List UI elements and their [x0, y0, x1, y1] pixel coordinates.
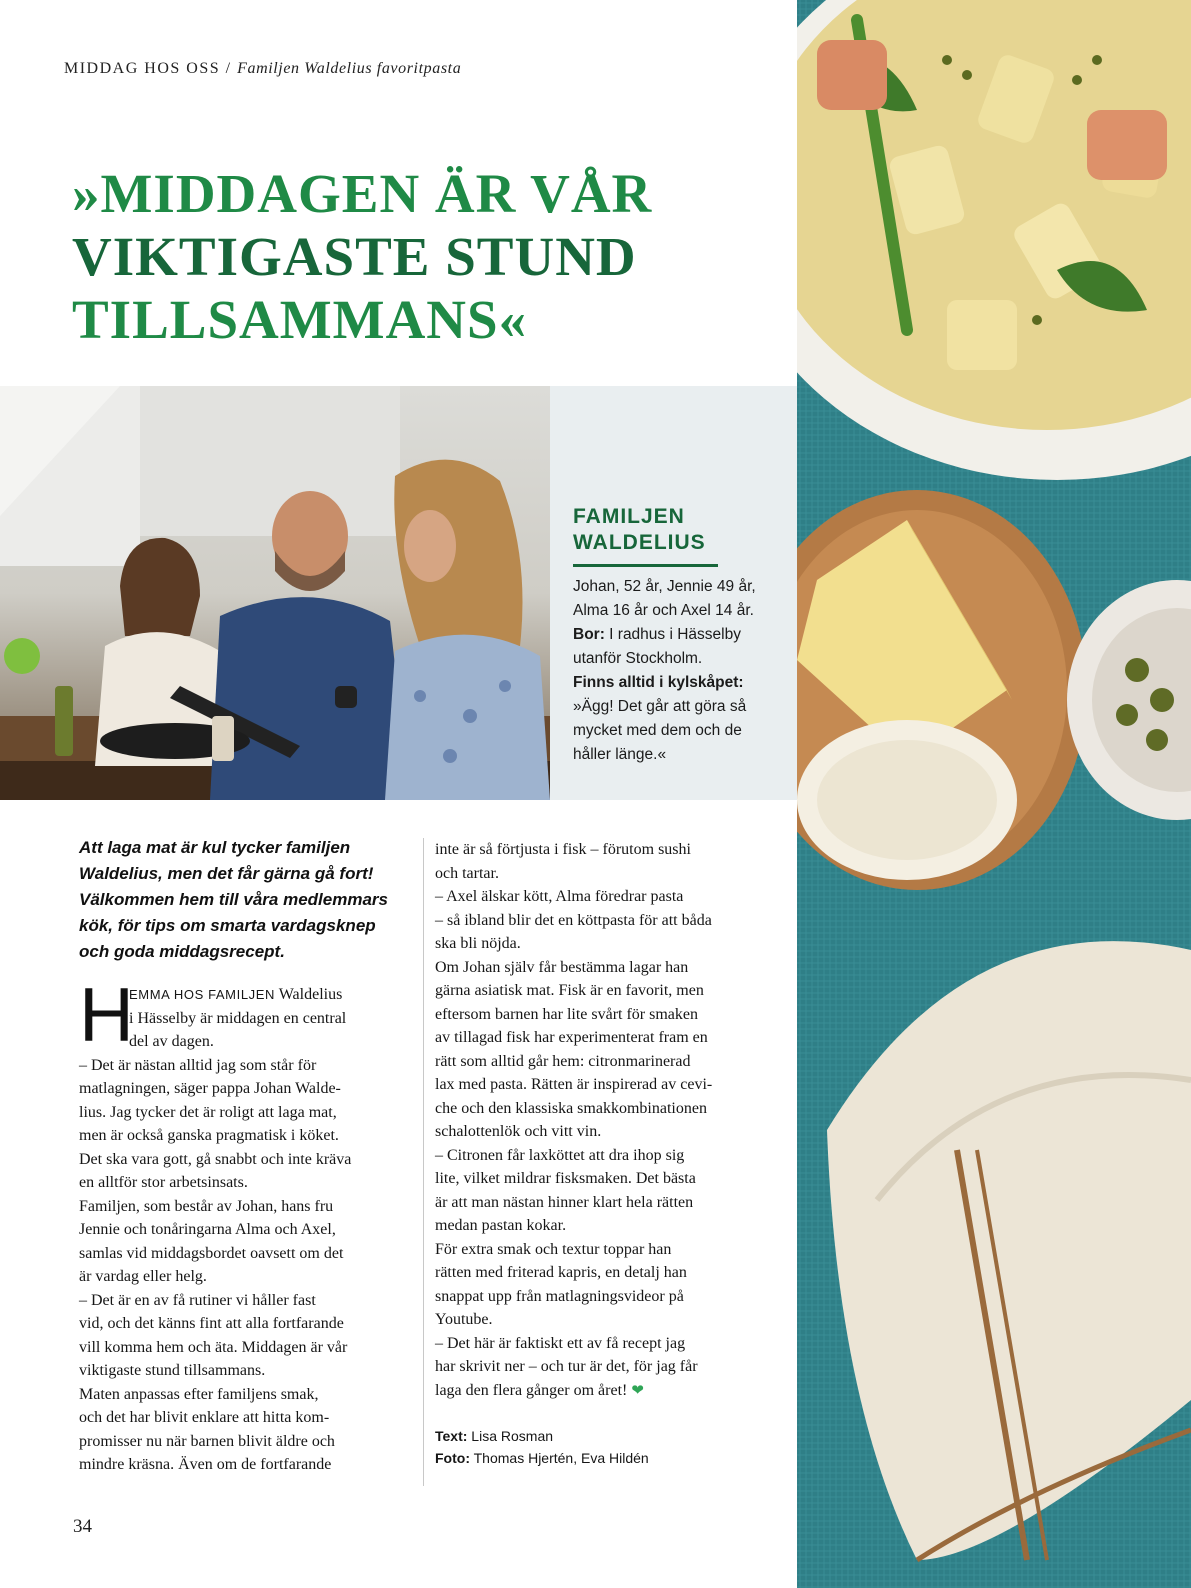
last-line-text: laga den flera gånger om året! — [435, 1381, 632, 1399]
headline-line-3: TILLSAMMANS« — [72, 289, 528, 350]
body-line: Jennie och tonåringarna Alma och Axel, — [79, 1221, 336, 1238]
headline-line-2: VIKTIGASTE STUND — [72, 226, 637, 287]
section-name: MIDDAG HOS OSS — [64, 60, 221, 77]
intro-line: Waldelius, men det får gärna gå fort! — [79, 864, 374, 883]
body-line: mindre kräsna. Även om de fortfarande — [79, 1456, 332, 1473]
drop-cap: H — [79, 973, 134, 1058]
body-line: i Hässelby är middagen en central — [129, 1009, 347, 1027]
body-line-last — [435, 1379, 770, 1404]
header-separator: / — [220, 60, 238, 77]
fact-fridge-label-line — [573, 671, 788, 695]
lead-small-caps: EMMA HOS FAMILJEN — [129, 987, 276, 1002]
body-line: Maten anpassas efter familjens smak, — [79, 1385, 319, 1403]
fact-box-title — [573, 504, 706, 556]
body-line: ska bli nöjda. — [435, 935, 521, 952]
family-fact-box — [550, 386, 797, 800]
body-line: snappat upp från matlagningsvideor på — [435, 1287, 684, 1305]
body-line: är att man nästan hinner klart hela rätten — [435, 1193, 694, 1211]
article-subtitle: Familjen Waldelius favoritpasta — [237, 60, 462, 77]
body-line: promisser nu när barnen blivit äldre och — [79, 1432, 335, 1450]
text-credit — [435, 1425, 770, 1447]
body-line: vill komma hem och äta. Middagen är vår — [79, 1338, 348, 1356]
text-credit-name: Lisa Rosman — [467, 1428, 554, 1444]
lead-rest: Waldelius — [275, 986, 343, 1003]
body-line: rätten med friterad kapris, en detalj han — [435, 1264, 687, 1281]
body-line: – Det här är faktiskt ett av få recept jag — [435, 1334, 686, 1352]
section-header — [64, 60, 461, 78]
page-number: 34 — [73, 1516, 92, 1537]
body-line: lite, vilket mildrar fisksmaken. Det bästa — [435, 1170, 696, 1187]
fact-fridge-line-3: håller länge.« — [573, 746, 667, 763]
article-column-2 — [435, 838, 770, 1469]
photo-credit-label: Foto: — [435, 1450, 470, 1466]
intro-line: Att laga mat är kul tycker familjen — [79, 838, 351, 857]
fact-home-label: Bor: — [573, 626, 605, 643]
article-column-1 — [79, 835, 419, 1477]
body-line: che och den klassiska smakkombinationen — [435, 1099, 707, 1117]
body-line: en alltför stor arbetsinsats. — [79, 1174, 248, 1191]
body-line: – så ibland blir det en köttpasta för att båda — [435, 911, 712, 929]
article-body-start — [79, 973, 419, 1477]
pasta-dish-photo — [797, 0, 1191, 1588]
family-kitchen-photo — [0, 386, 550, 800]
body-line: lius. Jag tycker det är roligt att laga mat, — [79, 1103, 337, 1121]
body-line: – Det är en av få rutiner vi håller fast — [79, 1291, 316, 1309]
body-line: lax med pasta. Rätten är inspirerad av cevi- — [435, 1076, 713, 1093]
body-line: medan pastan kokar. — [435, 1217, 567, 1234]
body-line: inte är så förtjusta i fisk – förutom sushi — [435, 841, 691, 858]
photo-credit-name: Thomas Hjertén, Eva Hildén — [469, 1450, 649, 1466]
body-line: – Det är nästan alltid jag som står för — [79, 1056, 317, 1074]
article-intro — [79, 835, 419, 965]
fact-box-rule — [573, 564, 718, 567]
fact-home-line-2: utanför Stockholm. — [573, 650, 703, 667]
body-line: eftersom barnen har lite svårt för smaken — [435, 1005, 699, 1023]
fact-box-body — [573, 575, 788, 767]
fact-members-line-2: Alma 16 år och Axel 14 år. — [573, 602, 754, 619]
fact-home-text: I radhus i Hässelby — [604, 626, 741, 643]
body-line: För extra smak och textur toppar han — [435, 1240, 672, 1258]
body-line: rätt som alltid går hem: citronmarinerad — [435, 1052, 691, 1070]
body-line: viktigaste stund tillsammans. — [79, 1362, 266, 1379]
text-credit-label: Text: — [435, 1428, 468, 1444]
intro-line: Välkommen hem till våra medlemmars — [79, 890, 388, 909]
body-line: schalottenlök och vitt vin. — [435, 1123, 602, 1140]
body-line: – Citronen får laxköttet att dra ihop sig — [435, 1146, 685, 1164]
body-line: gärna asiatisk mat. Fisk är en favorit, men — [435, 982, 704, 999]
body-line: vid, och det känns fint att alla fortfarande — [79, 1315, 344, 1332]
fact-members-line-1: Johan, 52 år, Jennie 49 år, — [573, 578, 756, 595]
body-line: är vardag eller helg. — [79, 1268, 207, 1285]
body-line: samlas vid middagsbordet oavsett om det — [79, 1244, 344, 1262]
body-line: och tartar. — [435, 864, 499, 882]
column-divider — [423, 838, 424, 1486]
body-line: men är också ganska pragmatisk i köket. — [79, 1127, 339, 1144]
body-line: Om Johan själv får bestämma lagar han — [435, 958, 689, 976]
headline — [72, 162, 772, 351]
fact-fridge-line-2: mycket med dem och de — [573, 722, 742, 739]
fact-fridge-line-1: »Ägg! Det går att göra så — [573, 698, 747, 715]
body-line: Youtube. — [435, 1311, 493, 1328]
intro-line: kök, för tips om smarta vardagsknep — [79, 916, 376, 935]
body-line: del av dagen. — [129, 1033, 214, 1050]
intro-line: och goda middagsrecept. — [79, 942, 285, 961]
body-line: – Axel älskar kött, Alma föredrar pasta — [435, 888, 684, 905]
body-line: har skrivit ner – och tur är det, för jag får — [435, 1358, 698, 1375]
body-line: Det ska vara gott, gå snabbt och inte kräva — [79, 1150, 352, 1168]
fact-home-line-1 — [573, 623, 788, 647]
body-line: matlagningen, säger pappa Johan Walde- — [79, 1080, 341, 1097]
photo-credit — [435, 1447, 770, 1469]
fact-box-title-line-2: WALDELIUS — [573, 531, 706, 554]
fact-box-title-line-1: FAMILJEN — [573, 505, 685, 528]
headline-line-1: »MIDDAGEN ÄR VÅR — [72, 163, 653, 224]
fact-fridge-label: Finns alltid i kylskåpet: — [573, 674, 744, 691]
body-line: och det har blivit enklare att hitta kom- — [79, 1409, 330, 1426]
credits — [435, 1425, 770, 1469]
body-line: Familjen, som består av Johan, hans fru — [79, 1197, 334, 1215]
heart-icon: ❤ — [631, 1382, 644, 1399]
body-line: av tillagad fisk har experimenterat fram en — [435, 1029, 708, 1046]
